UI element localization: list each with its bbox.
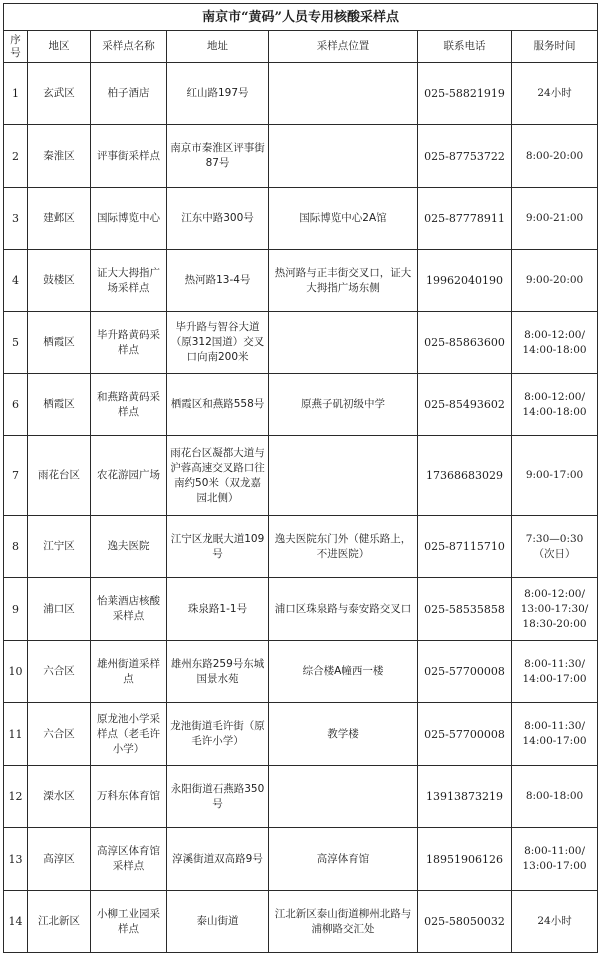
table-row [4, 703, 598, 766]
table-row [4, 188, 598, 250]
cell-location [269, 312, 418, 374]
cell-address: 毕升路与智谷大道（原312国道）交叉口向南200米 [167, 312, 269, 374]
table-row [4, 63, 598, 125]
table-row [4, 578, 598, 641]
cell-district: 玄武区 [28, 63, 91, 125]
cell-no: 6 [4, 374, 28, 436]
cell-site-name: 高淳区体育馆采样点 [91, 828, 167, 891]
sampling-site-table [3, 3, 598, 953]
table-row [4, 641, 598, 703]
cell-location: 教学楼 [269, 703, 418, 766]
header-row [4, 31, 598, 63]
cell-phone: 025-85493602 [418, 374, 512, 436]
cell-address: 永阳街道石燕路350号 [167, 766, 269, 828]
cell-hours: 9:00-21:00 [512, 188, 598, 250]
cell-district: 江宁区 [28, 516, 91, 578]
table-row [4, 828, 598, 891]
cell-location: 热河路与正丰街交叉口，证大大拇指广场东侧 [269, 250, 418, 312]
cell-site-name: 万科东体育馆 [91, 766, 167, 828]
cell-phone: 17368683029 [418, 436, 512, 516]
cell-hours: 8:00-11:30/ 14:00-17:00 [512, 703, 598, 766]
header-phone: 联系电话 [418, 31, 512, 63]
cell-hours: 8:00-11:00/ 13:00-17:00 [512, 828, 598, 891]
cell-site-name: 证大大拇指广场采样点 [91, 250, 167, 312]
header-no: 序号 [4, 31, 28, 63]
cell-address: 红山路197号 [167, 63, 269, 125]
header-address: 地址 [167, 31, 269, 63]
cell-location: 国际博览中心2A馆 [269, 188, 418, 250]
cell-no: 3 [4, 188, 28, 250]
cell-address: 雄州东路259号东城国景水苑 [167, 641, 269, 703]
cell-no: 10 [4, 641, 28, 703]
cell-location: 浦口区珠泉路与泰安路交叉口 [269, 578, 418, 641]
table-row [4, 250, 598, 312]
header-location: 采样点位置 [269, 31, 418, 63]
cell-hours: 9:00-17:00 [512, 436, 598, 516]
cell-address: 热河路13-4号 [167, 250, 269, 312]
cell-no: 1 [4, 63, 28, 125]
cell-phone: 19962040190 [418, 250, 512, 312]
cell-site-name: 雄州街道采样点 [91, 641, 167, 703]
cell-hours: 9:00-20:00 [512, 250, 598, 312]
cell-phone: 025-87753722 [418, 125, 512, 188]
table-row [4, 436, 598, 516]
cell-no: 11 [4, 703, 28, 766]
table-row [4, 516, 598, 578]
header-district: 地区 [28, 31, 91, 63]
cell-hours: 8:00-12:00/ 14:00-18:00 [512, 374, 598, 436]
cell-address: 江宁区龙眠大道109号 [167, 516, 269, 578]
cell-address: 淳溪街道双高路9号 [167, 828, 269, 891]
cell-hours: 7:30—0:30 （次日） [512, 516, 598, 578]
cell-hours: 24小时 [512, 63, 598, 125]
table-row [4, 125, 598, 188]
cell-location [269, 436, 418, 516]
header-site-name: 采样点名称 [91, 31, 167, 63]
document [3, 3, 597, 953]
cell-district: 栖霞区 [28, 374, 91, 436]
cell-site-name: 和燕路黄码采样点 [91, 374, 167, 436]
cell-no: 7 [4, 436, 28, 516]
cell-phone: 025-87115710 [418, 516, 512, 578]
cell-site-name: 原龙池小学采样点（老毛许小学） [91, 703, 167, 766]
cell-no: 2 [4, 125, 28, 188]
cell-hours: 8:00-20:00 [512, 125, 598, 188]
table-row [4, 312, 598, 374]
cell-address: 栖霞区和燕路558号 [167, 374, 269, 436]
table-title: 南京市“黄码”人员专用核酸采样点 [4, 4, 598, 31]
cell-district: 江北新区 [28, 891, 91, 953]
table-row [4, 374, 598, 436]
cell-location: 江北新区泰山街道柳州北路与浦柳路交汇处 [269, 891, 418, 953]
cell-location [269, 63, 418, 125]
cell-phone: 025-57700008 [418, 641, 512, 703]
cell-phone: 025-85863600 [418, 312, 512, 374]
cell-district: 建邺区 [28, 188, 91, 250]
cell-no: 12 [4, 766, 28, 828]
cell-address: 龙池街道毛许街（原毛许小学） [167, 703, 269, 766]
cell-location [269, 125, 418, 188]
cell-district: 溧水区 [28, 766, 91, 828]
cell-no: 4 [4, 250, 28, 312]
cell-phone: 13913873219 [418, 766, 512, 828]
cell-district: 秦淮区 [28, 125, 91, 188]
cell-hours: 24小时 [512, 891, 598, 953]
cell-district: 高淳区 [28, 828, 91, 891]
cell-location: 综合楼A幢西一楼 [269, 641, 418, 703]
header-hours: 服务时间 [512, 31, 598, 63]
cell-location: 逸夫医院东门外（健乐路上，不进医院） [269, 516, 418, 578]
table-row [4, 891, 598, 953]
cell-phone: 025-58050032 [418, 891, 512, 953]
cell-location: 高淳体育馆 [269, 828, 418, 891]
cell-site-name: 农花游园广场 [91, 436, 167, 516]
cell-location: 原燕子矶初级中学 [269, 374, 418, 436]
cell-district: 浦口区 [28, 578, 91, 641]
cell-no: 5 [4, 312, 28, 374]
cell-site-name: 逸夫医院 [91, 516, 167, 578]
cell-site-name: 柏子酒店 [91, 63, 167, 125]
cell-site-name: 评事街采样点 [91, 125, 167, 188]
cell-site-name: 怡莱酒店核酸采样点 [91, 578, 167, 641]
cell-phone: 18951906126 [418, 828, 512, 891]
cell-phone: 025-58535858 [418, 578, 512, 641]
cell-district: 栖霞区 [28, 312, 91, 374]
cell-hours: 8:00-18:00 [512, 766, 598, 828]
cell-hours: 8:00-12:00/ 13:00-17:30/ 18:30-20:00 [512, 578, 598, 641]
cell-district: 六合区 [28, 703, 91, 766]
cell-address: 珠泉路1-1号 [167, 578, 269, 641]
cell-phone: 025-87778911 [418, 188, 512, 250]
cell-no: 14 [4, 891, 28, 953]
cell-no: 8 [4, 516, 28, 578]
cell-phone: 025-57700008 [418, 703, 512, 766]
cell-address: 南京市秦淮区评事街87号 [167, 125, 269, 188]
cell-district: 鼓楼区 [28, 250, 91, 312]
cell-address: 泰山街道 [167, 891, 269, 953]
cell-district: 六合区 [28, 641, 91, 703]
cell-district: 雨花台区 [28, 436, 91, 516]
cell-address: 雨花台区凝都大道与沪蓉高速交叉路口往南约50米（双龙嘉园北侧） [167, 436, 269, 516]
cell-address: 江东中路300号 [167, 188, 269, 250]
cell-site-name: 毕升路黄码采样点 [91, 312, 167, 374]
cell-hours: 8:00-12:00/ 14:00-18:00 [512, 312, 598, 374]
cell-site-name: 小柳工业园采样点 [91, 891, 167, 953]
cell-location [269, 766, 418, 828]
cell-no: 9 [4, 578, 28, 641]
cell-hours: 8:00-11:30/ 14:00-17:00 [512, 641, 598, 703]
cell-phone: 025-58821919 [418, 63, 512, 125]
cell-site-name: 国际博览中心 [91, 188, 167, 250]
table-row [4, 766, 598, 828]
cell-no: 13 [4, 828, 28, 891]
